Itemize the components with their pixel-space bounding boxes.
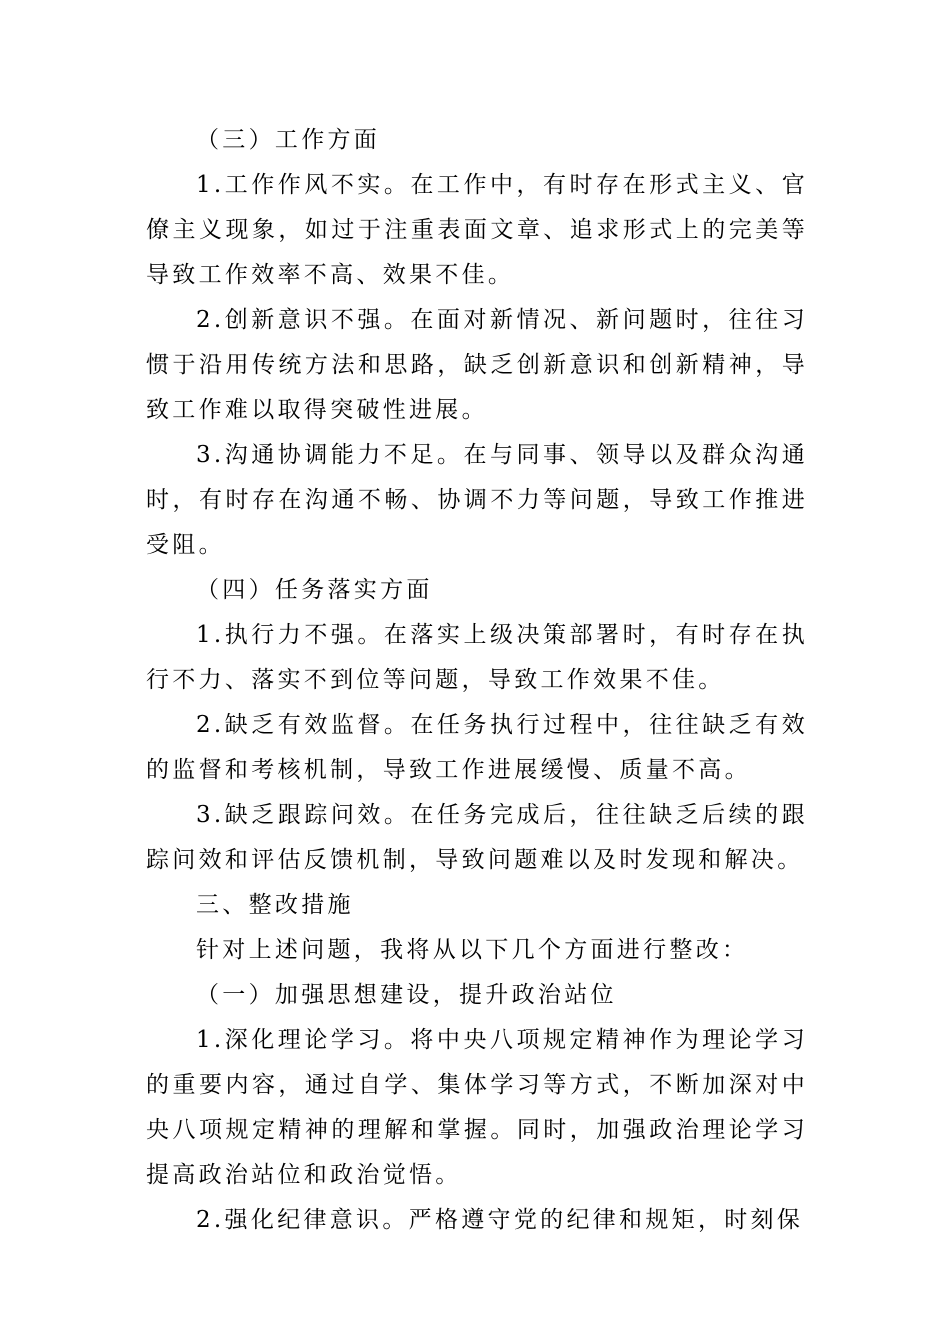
document-body (146, 118, 808, 1243)
paragraph-intro: 针对上述问题，我将从以下几个方面进行整改： (196, 937, 749, 963)
paragraph-tracking: 3.缺乏跟踪问效。在任务完成后，往往缺乏后续的跟踪问效和评估反馈机制，导致问题难以及时发现和解决。 (146, 802, 808, 873)
section-heading-tasks: （四）任务落实方面 (196, 577, 433, 603)
paragraph-execution: 1.执行力不强。在落实上级决策部署时，有时存在执行不力、落实不到位等问题，导致工作效果不佳。 (146, 622, 808, 693)
paragraph-discipline: 2.强化纪律意识。严格遵守党的纪律和规矩，时刻保 (196, 1207, 804, 1233)
paragraph-work-style: 1.工作作风不实。在工作中，有时存在形式主义、官僚主义现象，如过于注重表面文章、追求形式上的完美等导致工作效率不高、效果不佳。 (146, 172, 808, 288)
paragraph-supervision: 2.缺乏有效监督。在任务执行过程中，往往缺乏有效的监督和考核机制，导致工作进展缓慢、质量不高。 (146, 712, 808, 783)
section-heading-work: （三）工作方面 (196, 127, 381, 153)
paragraph-communication: 3.沟通协调能力不足。在与同事、领导以及群众沟通时，有时存在沟通不畅、协调不力等问题，导致工作推进受阻。 (146, 442, 808, 558)
paragraph-innovation: 2.创新意识不强。在面对新情况、新问题时，往往习惯于沿用传统方法和思路，缺乏创新意识和创新精神，导致工作难以取得突破性进展。 (146, 307, 808, 423)
section-heading-rectification: 三、整改措施 (196, 892, 354, 918)
section-heading-ideology: （一）加强思想建设，提升政治站位 (196, 982, 617, 1008)
paragraph-theory-study: 1.深化理论学习。将中央八项规定精神作为理论学习的重要内容，通过自学、集体学习等方式，不断加深对中央八项规定精神的理解和掌握。同时，加强政治理论学习提高政治站位和政治觉悟。 (146, 1027, 808, 1188)
